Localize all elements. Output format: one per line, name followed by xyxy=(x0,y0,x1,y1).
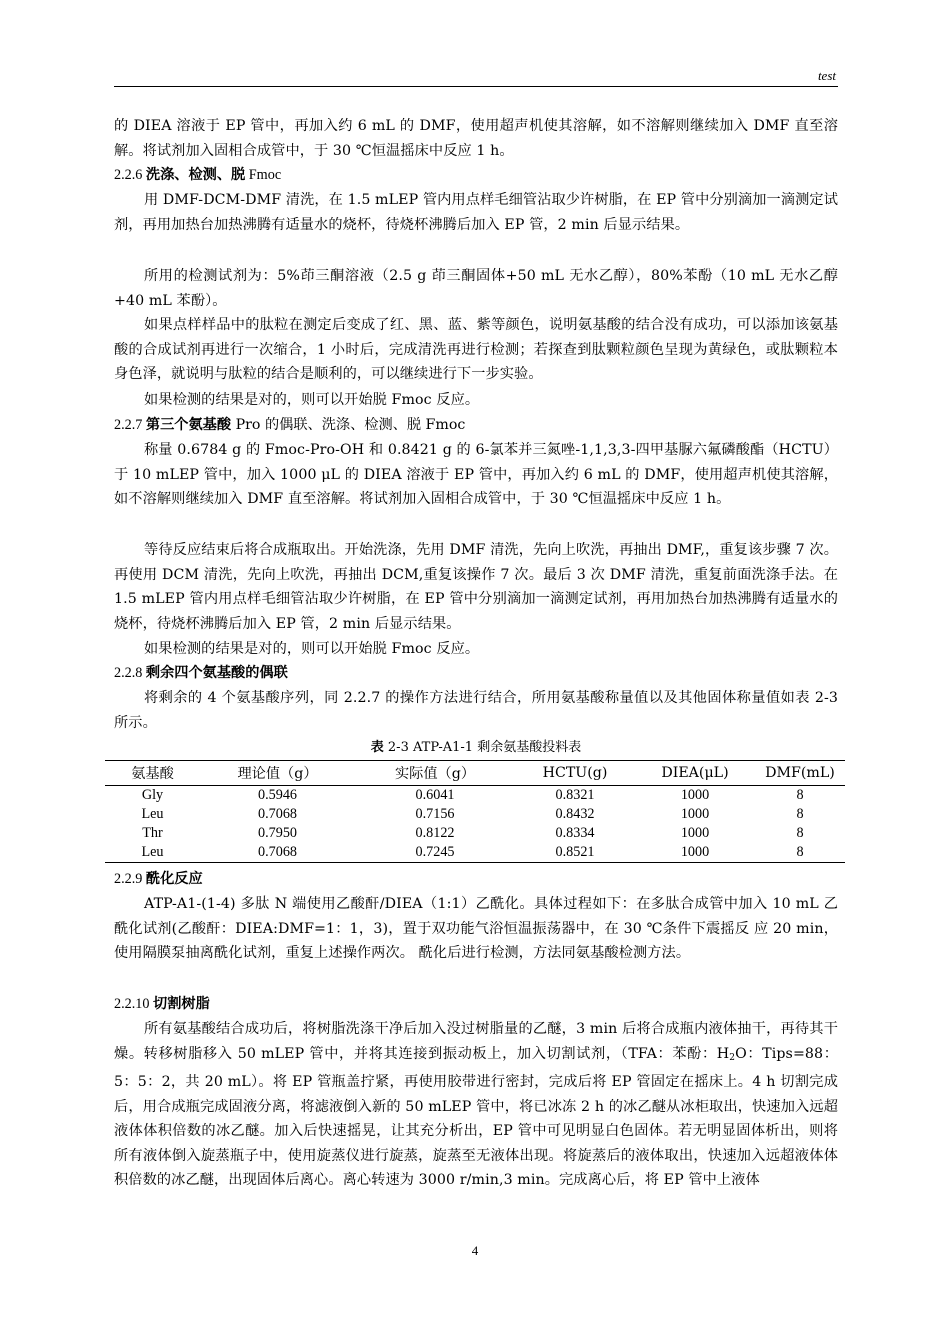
heading-tail: Fmoc xyxy=(245,167,282,183)
table-row xyxy=(105,805,845,824)
paragraph-pro-weigh: 称量 0.6784 g 的 Fmoc-Pro-OH 和 0.8421 g 的 6-氯苯并三氮唑-1,1,3,3-四甲基脲六氟磷酸酯（HCTU）于 10 mLEP 管中，加入 1000 μL 的 DIEA 溶液于 EP 管中，再加入约 6 mL 的 DMF，使用超声机使其溶解，如不溶解则继续加入 DMF 直至溶解。将试剂加入固相合成管中，于 30 ℃恒温摇床中反应 1 h。 xyxy=(114,442,838,507)
paragraph-remaining-coupling: 将剩余的 4 个氨基酸序列，同 2.2.7 的操作方法进行结合，所用氨基酸称量值以及其他固体称量值如表 2-3 所示。 xyxy=(114,690,838,731)
page-number: 4 xyxy=(471,1243,479,1258)
table-cell: Leu xyxy=(105,843,200,863)
heading-number: 2.2.9 xyxy=(114,871,146,887)
water-subscript: 2 xyxy=(729,1052,736,1063)
table-cell: 0.6041 xyxy=(415,787,455,803)
table-cell: 0.7068 xyxy=(257,806,297,822)
heading-number: 2.2.10 xyxy=(114,996,154,1012)
table-cell: 0.5946 xyxy=(257,787,297,803)
table-cell: 1000 xyxy=(635,843,755,863)
table-cell: 8 xyxy=(796,825,804,841)
paragraph-pro-wash: 等待反应结束后将合成瓶取出。开始洗涤，先用 DMF 清洗，先向上吹洗，再抽出 DMF,，重复该步骤 7 次。再使用 DCM 清洗，先向上吹洗，再抽出 DCM,重复该操作 7 次。最后 3 次 DMF 清洗，重复前面洗涤手法。在 1.5 mLEP 管内用点样毛细管沾取少许树脂，在 EP 管中分别滴加一滴测定试剂，再用加热台加热沸腾有适量水的烧杯，待烧杯沸腾后加入 EP 管，2 min 后显示结果。 xyxy=(114,542,838,632)
heading-number: 2.2.6 xyxy=(114,167,146,183)
column-header-theoretical: 理论值（g） xyxy=(200,761,355,786)
table-cell: 8 xyxy=(755,843,845,863)
table-cell: 0.8122 xyxy=(415,825,455,841)
heading-2-2-7 xyxy=(114,413,838,438)
table-cell: 8 xyxy=(796,806,804,822)
heading-title: 第三个氨基酸 xyxy=(145,417,232,433)
cleavage-text-part2: O：Tips=88：5：5：2，共 20 mL）。将 EP 管瓶盖拧紧，再使用胶带进行密封，完成后将 EP 管固定在摇床上。4 h 切割完成后，用合成瓶完成固液分离，将滤液倒入新的 50 mLEP 管中，将已冰冻 2 h 的冰乙醚从冰柜取出，快速加入远超液体体积倍数的冰乙醚。加入后快速摇晃，让其充分析出，EP 管中可见明显白色固体。若无明显固体析出，则将所有液体倒入旋蒸瓶子中，使用旋蒸仪进行旋蒸，旋蒸至无液体出现。将旋蒸后的液体取出，快速加入远超液体体积倍数的冰乙醚，出现固体后离心。离心转速为 3000 r/min,3 min。完成离心后，将 EP 管中上液体 xyxy=(114,1045,839,1188)
paragraph-continued: 的 DIEA 溶液于 EP 管中，再加入约 6 mL 的 DMF，使用超声机使其溶解，如不溶解则继续加入 DMF 直至溶解。将试剂加入固相合成管中，于 30 ℃恒温摇床中反应 1 h。 xyxy=(114,118,838,159)
heading-2-2-6 xyxy=(114,163,838,188)
cleavage-text-part1: 所有氨基酸结合成功后，将树脂洗涤干净后加入没过树脂量的乙醚，3 min 后将合成瓶内液体抽干，再待其干燥。转移树脂移入 50 mLEP 管中，并将其连接到振动板上，加入切割试剂，（TFA：苯酚：H xyxy=(114,1021,838,1062)
table-cell: 1000 xyxy=(680,825,710,841)
amino-acid-feed-table xyxy=(105,760,845,863)
heading-number: 2.2.8 xyxy=(114,665,146,681)
heading-2-2-8 xyxy=(114,661,838,686)
column-header-actual: 实际值（g） xyxy=(355,761,515,786)
heading-title: 切割树脂 xyxy=(153,996,210,1012)
table-header-row xyxy=(105,761,845,786)
table-cell: 0.7245 xyxy=(355,843,515,863)
table-cell: 1000 xyxy=(680,806,710,822)
paragraph-wash-detect: 用 DMF-DCM-DMF 清洗，在 1.5 mLEP 管内用点样毛细管沾取少许树脂，在 EP 管中分别滴加一滴测定试剂，再用加热台加热沸腾有适量水的烧杯，待烧杯沸腾后加入 EP 管，2 min 后显示结果。 xyxy=(114,192,838,233)
table-cell: 0.7068 xyxy=(200,843,355,863)
table-cell: 0.8521 xyxy=(515,843,635,863)
table-caption-text: 2-3 ATP-A1-1 剩余氨基酸投料表 xyxy=(383,740,582,755)
table-cell: 0.8432 xyxy=(555,806,595,822)
table-cell: 0.7156 xyxy=(415,806,455,822)
table-cell: 0.8334 xyxy=(555,825,595,841)
heading-title: 酰化反应 xyxy=(145,871,203,887)
paragraph-reagent: 所用的检测试剂为：5%茚三酮溶液（2.5 g 茚三酮固体+50 mL 无水乙醇），80%苯酚（10 mL 无水乙醇+40 mL 苯酚）。 xyxy=(114,268,838,309)
table-row xyxy=(105,843,845,863)
heading-number: 2.2.7 xyxy=(114,417,146,433)
paragraph-acetylation: ATP-A1-(1-4) 多肽 N 端使用乙酸酐/DIEA（1:1）乙酰化。具体过程如下：在多肽合成管中加入 10 mL 乙酰化试剂(乙酸酐：DIEA:DMF=1：1，3)，置于双功能气浴恒温振荡器中，在 30 ℃条件下震摇反 应 20 min，使用隔膜泵抽离酰化试剂，重复上述操作两次。 酰化后进行检测，方法同氨基酸检测方法。 xyxy=(114,896,838,961)
table-cell: 1000 xyxy=(680,787,710,803)
paragraph-resin-cleavage xyxy=(114,1017,838,1193)
column-header-diea: DIEA(μL) xyxy=(635,761,755,786)
table-cell: 0.8321 xyxy=(555,787,595,803)
heading-title: 剩余四个氨基酸的偶联 xyxy=(145,665,288,681)
table-cell: 0.7950 xyxy=(257,825,297,841)
heading-title: 洗涤、检测、脱 xyxy=(145,167,246,183)
table-caption xyxy=(114,738,838,758)
running-header: test xyxy=(817,68,836,83)
table-cell: Gly xyxy=(141,787,164,803)
table-caption-label: 表 xyxy=(370,740,384,755)
column-header-dmf: DMF(mL) xyxy=(755,761,845,786)
paragraph-color-result: 如果点样样品中的肽粒在测定后变成了红、黑、蓝、紫等颜色，说明氨基酸的结合没有成功，可以添加该氨基酸的合成试剂再进行一次缩合，1 小时后，完成清洗再进行检测；若探查到肽颗粒颜色呈现为黄绿色，或肽颗粒本身色泽，就说明与肽粒的结合是顺利的，可以继续进行下一步实验。 xyxy=(114,317,838,382)
heading-2-2-10 xyxy=(114,992,838,1017)
table-row xyxy=(105,786,845,806)
heading-tail: Pro 的偶联、洗涤、检测、脱 Fmoc xyxy=(231,417,466,433)
table-row xyxy=(105,824,845,843)
paragraph-fmoc-start: 如果检测的结果是对的，则可以开始脱 Fmoc 反应。 xyxy=(144,392,480,408)
header-rule xyxy=(114,86,838,87)
paragraph-fmoc-start-2: 如果检测的结果是对的，则可以开始脱 Fmoc 反应。 xyxy=(144,641,480,657)
table-cell: 8 xyxy=(796,787,804,803)
table-cell: Leu xyxy=(141,806,164,822)
column-header-amino-acid: 氨基酸 xyxy=(105,761,200,786)
table-cell: Thr xyxy=(142,825,163,841)
column-header-hctu: HCTU(g) xyxy=(515,761,635,786)
heading-2-2-9 xyxy=(114,867,838,892)
